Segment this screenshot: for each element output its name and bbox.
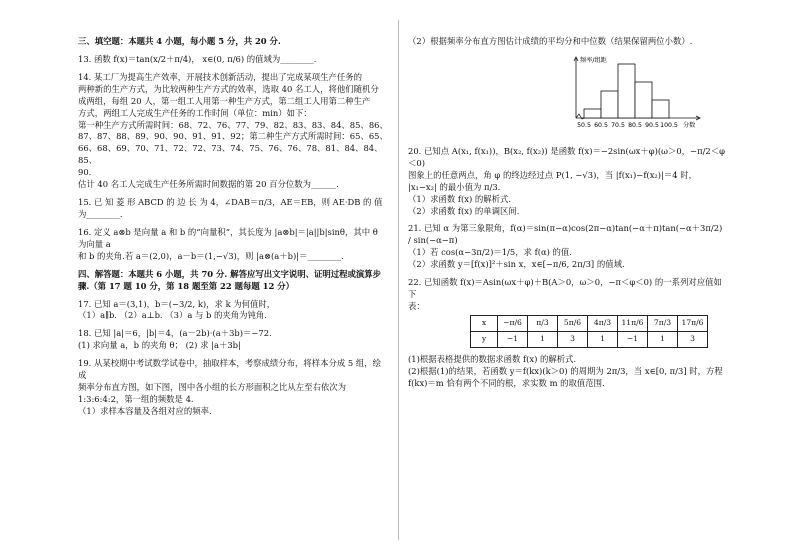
histogram-bar: [618, 64, 635, 118]
table-cell: 1: [528, 331, 558, 347]
q14-line: 第一种生产方式所需时间：68、72、76、77、79、82、83、83、84、85、86、: [78, 119, 388, 130]
q17-line: 17. 已知 a＝(3,1)，b＝(−3/2, k)，求 k 为何值时，: [78, 298, 276, 309]
q14-line: 66、68、69、70、71、72、72、73、74、75、76、76、78、81、84、84、85、: [78, 143, 383, 166]
q21-line: （2）求函数 y＝[f(x)]²＋sin x，x∈[−π/6, 2π/3] 的值域.: [408, 259, 625, 270]
histogram-bar: [635, 82, 652, 118]
table-header-y: y: [471, 331, 498, 347]
q21-line: 21. 已知 α 为第三象限角，f(α)＝sin(π−α)cos(2π−α)tan(−α＋π)tan(−α＋3π/2) / sin(−α−π): [408, 223, 723, 246]
q19-line: 19. 从某校期中考试数学试卷中，抽取样本，考察成绩分布，将样本分成 5 组，绘成: [78, 358, 382, 381]
column-divider: [398, 20, 399, 540]
table-cell: 5π/6: [558, 315, 588, 331]
histogram-ylabel: 频率/组距: [580, 56, 607, 64]
q22-part-line: (1)根据表格提供的数据求函数 f(x) 的解析式.: [408, 353, 577, 364]
q15-line: 为________.: [78, 208, 123, 219]
question-15: [78, 197, 388, 221]
histogram-tick-label: 50.5: [577, 121, 591, 129]
q22-line: 22. 已知函数 f(x)＝Asin(ωx＋φ)＋B(A＞0，ω＞0，−π＜φ＜0) 的一系列对应值如下: [408, 277, 722, 300]
q20-line: |x₁−x₂| 的最小值为 π/3.: [408, 181, 501, 192]
question-20: [408, 146, 726, 218]
question-21: [408, 223, 726, 271]
table-cell: −1: [618, 331, 648, 347]
q14-line: 90.: [78, 167, 92, 178]
q14-line: 14. 某工厂为提高生产效率，开展技术创新活动，提出了完成某项生产任务的: [78, 71, 362, 82]
table-cell: 1: [648, 331, 678, 347]
q16-line: 16. 定义 a⊗b 是向量 a 和 b 的“向量积”，其长度为 |a⊗b|＝|a||b|sinθ，其中 θ 为向量 a: [78, 226, 378, 249]
histogram-tick-label: 90.5: [645, 121, 659, 129]
table-cell: 1: [588, 331, 618, 347]
q20-line: （2）求函数 f(x) 的单调区间.: [408, 205, 520, 216]
histogram-tick-label: 100.5: [660, 121, 678, 129]
table-row-x: [471, 315, 708, 331]
q14-line: 估计 40 名工人完成生产任务所需时间数据的第 20 百分位数为______.: [78, 179, 339, 190]
histogram-tick-label: 60.5: [594, 121, 608, 129]
question-16: [78, 227, 388, 263]
table-cell: −1: [498, 331, 528, 347]
histogram-svg: [556, 52, 756, 138]
q14-line: 方式，两组工人完成生产任务的工作时间（单位：min）如下：: [78, 107, 312, 118]
frequency-histogram: [556, 52, 756, 138]
question-14: [78, 72, 388, 191]
table-cell: 4π/3: [588, 315, 618, 331]
q19-line: 频率分布直方图，如下图，图中各小组的长方形面积之比从左至右依次为: [78, 382, 346, 393]
q14-line: 成两组，每组 20 人，第一组工人用第一种生产方式，第二组工人用第二种生产: [78, 95, 371, 106]
q22-part-line: f(kx)＝m 恰有两个不同的根，求实数 m 的取值范围.: [408, 377, 605, 388]
table-header-x: x: [471, 315, 498, 331]
section-four-heading: [78, 269, 388, 293]
q21-line: （1）若 cos(α−3π/2)＝1/5，求 f(α) 的值.: [408, 247, 572, 258]
table-cell: 3: [558, 331, 588, 347]
histogram-bar: [584, 109, 601, 118]
histogram-tick-label: 80.5: [628, 121, 642, 129]
table-cell: 17π/6: [678, 315, 708, 331]
section-three-heading: 三、填空题：本题共 4 小题，每小题 5 分，共 20 分.: [78, 36, 281, 46]
q20-line: 图象上的任意两点，角 φ 的终边经过点 P(1, −√3)，当 |f(x₁)−f(x₂)|＝4 时，: [408, 169, 697, 180]
q16-line: 和 b 的夹角.若 a＝(2,0)，a－b＝(1,−√3)，则 |a⊗(a＋b)|＝________.: [78, 250, 344, 261]
question-18: [78, 328, 388, 352]
q22-line: 表：: [408, 300, 425, 311]
histogram-tick-label: 70.5: [611, 121, 625, 129]
table-cell: 3: [678, 331, 708, 347]
q15-line: 15. 已 知 菱 形 ABCD 的 边 长 为 4，∠DAB＝π/3，AE＝EB，则 AE·DB 的 值: [78, 197, 383, 208]
q14-line: 两种新的生产方式，为比较两种生产方式的效率，选取 40 名工人，将他们随机分: [78, 83, 379, 94]
histogram-bar: [601, 91, 618, 118]
table-cell: −π/6: [498, 315, 528, 331]
left-column: [78, 36, 388, 424]
question-13: 13. 函数 f(x)＝tan(x/2＋π/4)， x∈(0, π/6) 的值域为________.: [78, 53, 317, 64]
table-cell: 11π/6: [618, 315, 648, 331]
q19-line: （1）求样本容量及各组对应的频率.: [78, 405, 212, 416]
question-17: [78, 299, 388, 323]
q22-part-line: (2)根据(1)的结果，若函数 y＝f(kx)(k＞0) 的周期为 2π/3，当 x∈[0, π/3] 时，方程: [408, 365, 723, 376]
q14-line: 87、87、88、89、90、90、91、91、92；第二种生产方式所需时间：65、65、: [78, 131, 388, 142]
question-19: [78, 358, 388, 418]
question-19-part-2: （2）根据频率分布直方图估计成绩的平均分和中位数（结果保留两位小数）.: [408, 36, 693, 46]
histogram-xlabel: 分数: [683, 121, 696, 129]
table-cell: π/3: [528, 315, 558, 331]
table-cell: 7π/3: [648, 315, 678, 331]
question-22: [408, 277, 726, 313]
question-22-parts: [408, 354, 726, 390]
right-column: [408, 36, 726, 396]
q18-line: 18. 已知 |a|＝6，|b|＝4，(a－2b)·(a＋3b)＝−72.: [78, 328, 272, 339]
section-four-line: 四、解答题：本题共 6 小题，共 70 分. 解答应写出文字说明、证明过程或演算步: [78, 268, 381, 279]
histogram-bar: [652, 100, 669, 118]
q19-line: 1:3:6:4:2，第一组的频数是 4.: [78, 393, 194, 404]
q17-line: （1）a∥b. （2）a⊥b. （3）a 与 b 的夹角为钝角.: [78, 310, 267, 321]
section-four-line: 骤.（第 17 题 10 分，第 18 题至第 22 题每题 12 分）: [78, 280, 294, 291]
q20-line: （1）求函数 f(x) 的解析式.: [408, 193, 512, 204]
q18-line: (1) 求向量 a，b 的夹角 θ； (2) 求 |a＋3b|: [78, 340, 241, 351]
table-row-y: [471, 331, 708, 347]
value-table: [470, 315, 708, 348]
q20-line: 20. 已知点 A(x₁, f(x₁))，B(x₂, f(x₂)) 是函数 f(x)＝−2sin(ωx＋φ)(ω＞0，−π/2＜φ＜0): [408, 145, 725, 168]
